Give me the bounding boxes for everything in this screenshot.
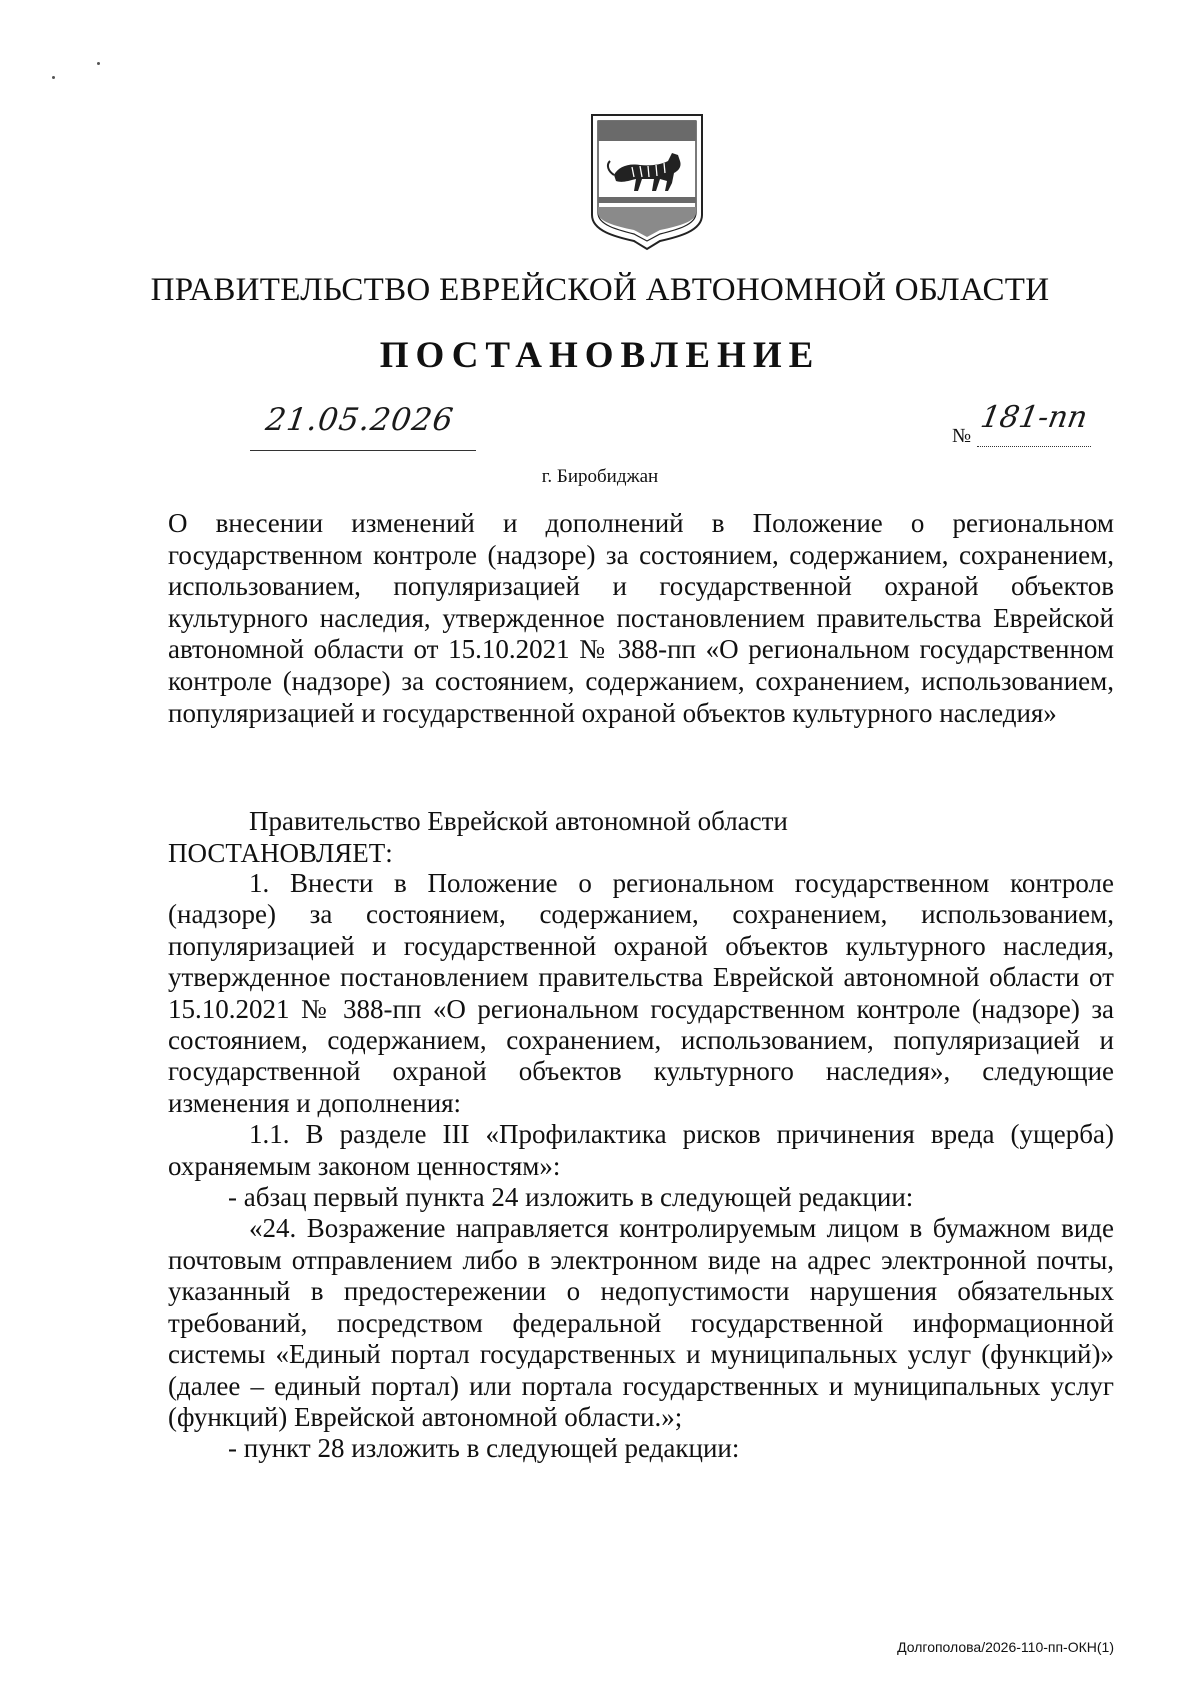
number-field xyxy=(977,400,1091,447)
body-paragraph: «24. Возражение направляется контролируемым лицом в бумажном виде почтовым отправлением либо в электронном виде на адрес электронной почты, указанный в предостережении о недопустимости нарушения обязательных требований, посредством федеральной государственной информационной системы «Единый портал государственных и муниципальных услуг (функций)» (далее – единый портал) или портала государственных и муниципальных услуг (функций) Еврейской автономной области.»; xyxy=(168,1213,1114,1432)
city-name: г. Биробиджан xyxy=(541,466,659,487)
scan-speck xyxy=(97,62,100,65)
number-label: № xyxy=(952,425,972,447)
document-type-heading: ПОСТАНОВЛЕНИЕ xyxy=(379,335,821,376)
date-field xyxy=(250,402,476,451)
scan-speck xyxy=(52,76,55,79)
preamble-government: Правительство Еврейской автономной области xyxy=(249,806,788,836)
handwritten-date: 21.05.2026 xyxy=(263,402,457,438)
document-title: О внесении изменений и дополнений в Положение о региональном государственном контроле (надзоре) за состоянием, содержанием, сохранением, использованием, популяризацией и государственной охраной объектов культурного наследия, утвержденное постановлением правительства Еврейской автономной области от 15.10.2021 № 388-пп «О региональном государственном контроле (надзоре) за состоянием, содержанием, сохранением, использованием, популяризацией и государственной охраной объектов культурного наследия» xyxy=(168,508,1114,728)
body-paragraph: 1. Внести в Положение о региональном государственном контроле (надзоре) за состоянием, содержанием, сохранением, использованием, популяризацией и государственной охраной объектов культурного наследия, утвержденное постановлением правительства Еврейской автономной области от 15.10.2021 № 388-пп «О региональном государственном контроле (надзоре) за состоянием, содержанием, сохранением, использованием, популяризацией и государственной охраной объектов культурного наследия», следующие изменения и дополнения: xyxy=(168,868,1114,1118)
body-paragraph: - пункт 28 изложить в следующей редакции: xyxy=(228,1433,740,1464)
document-body xyxy=(168,868,1114,1465)
preamble-resolves: ПОСТАНОВЛЯЕТ: xyxy=(168,838,393,868)
handwritten-number: 181-пп xyxy=(977,400,1091,435)
body-paragraph: 1.1. В разделе III «Профилактика рисков причинения вреда (ущерба) охраняемым законом ценностям»: xyxy=(168,1119,1114,1181)
organization-title: ПРАВИТЕЛЬСТВО ЕВРЕЙСКОЙ АВТОНОМНОЙ ОБЛАСТИ xyxy=(150,272,1050,308)
footer-reference: Долгополова/2026-110-пп-ОКН(1) xyxy=(897,1639,1114,1655)
coat-of-arms-emblem xyxy=(588,111,706,251)
body-paragraph: - абзац первый пункта 24 изложить в следующей редакции: xyxy=(228,1182,914,1213)
